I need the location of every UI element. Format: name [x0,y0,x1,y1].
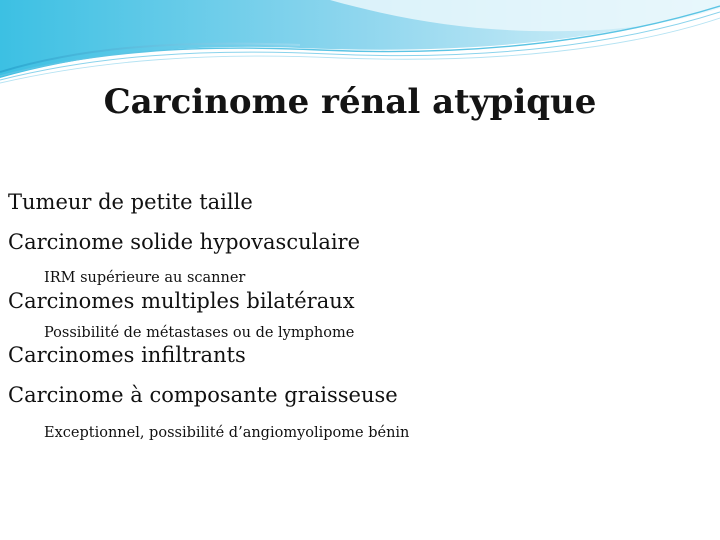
list-item: Tumeur de petite taille [8,190,253,214]
list-item: Carcinomes multiples bilatéraux [8,289,355,313]
slide-title: Carcinome rénal atypique [103,82,597,122]
sub-list-item: Exceptionnel, possibilité d’angiomyolipome bénin [44,425,410,441]
wave-header-decoration [0,0,720,90]
sub-list-item: Possibilité de métastases ou de lymphome [44,325,355,341]
list-item: Carcinomes infiltrants [8,343,246,367]
list-item: Carcinome à composante graisseuse [8,383,398,407]
sub-list-item: IRM supérieure au scanner [44,270,246,286]
bullet-list [8,190,708,441]
list-item: Carcinome solide hypovasculaire [8,230,361,254]
